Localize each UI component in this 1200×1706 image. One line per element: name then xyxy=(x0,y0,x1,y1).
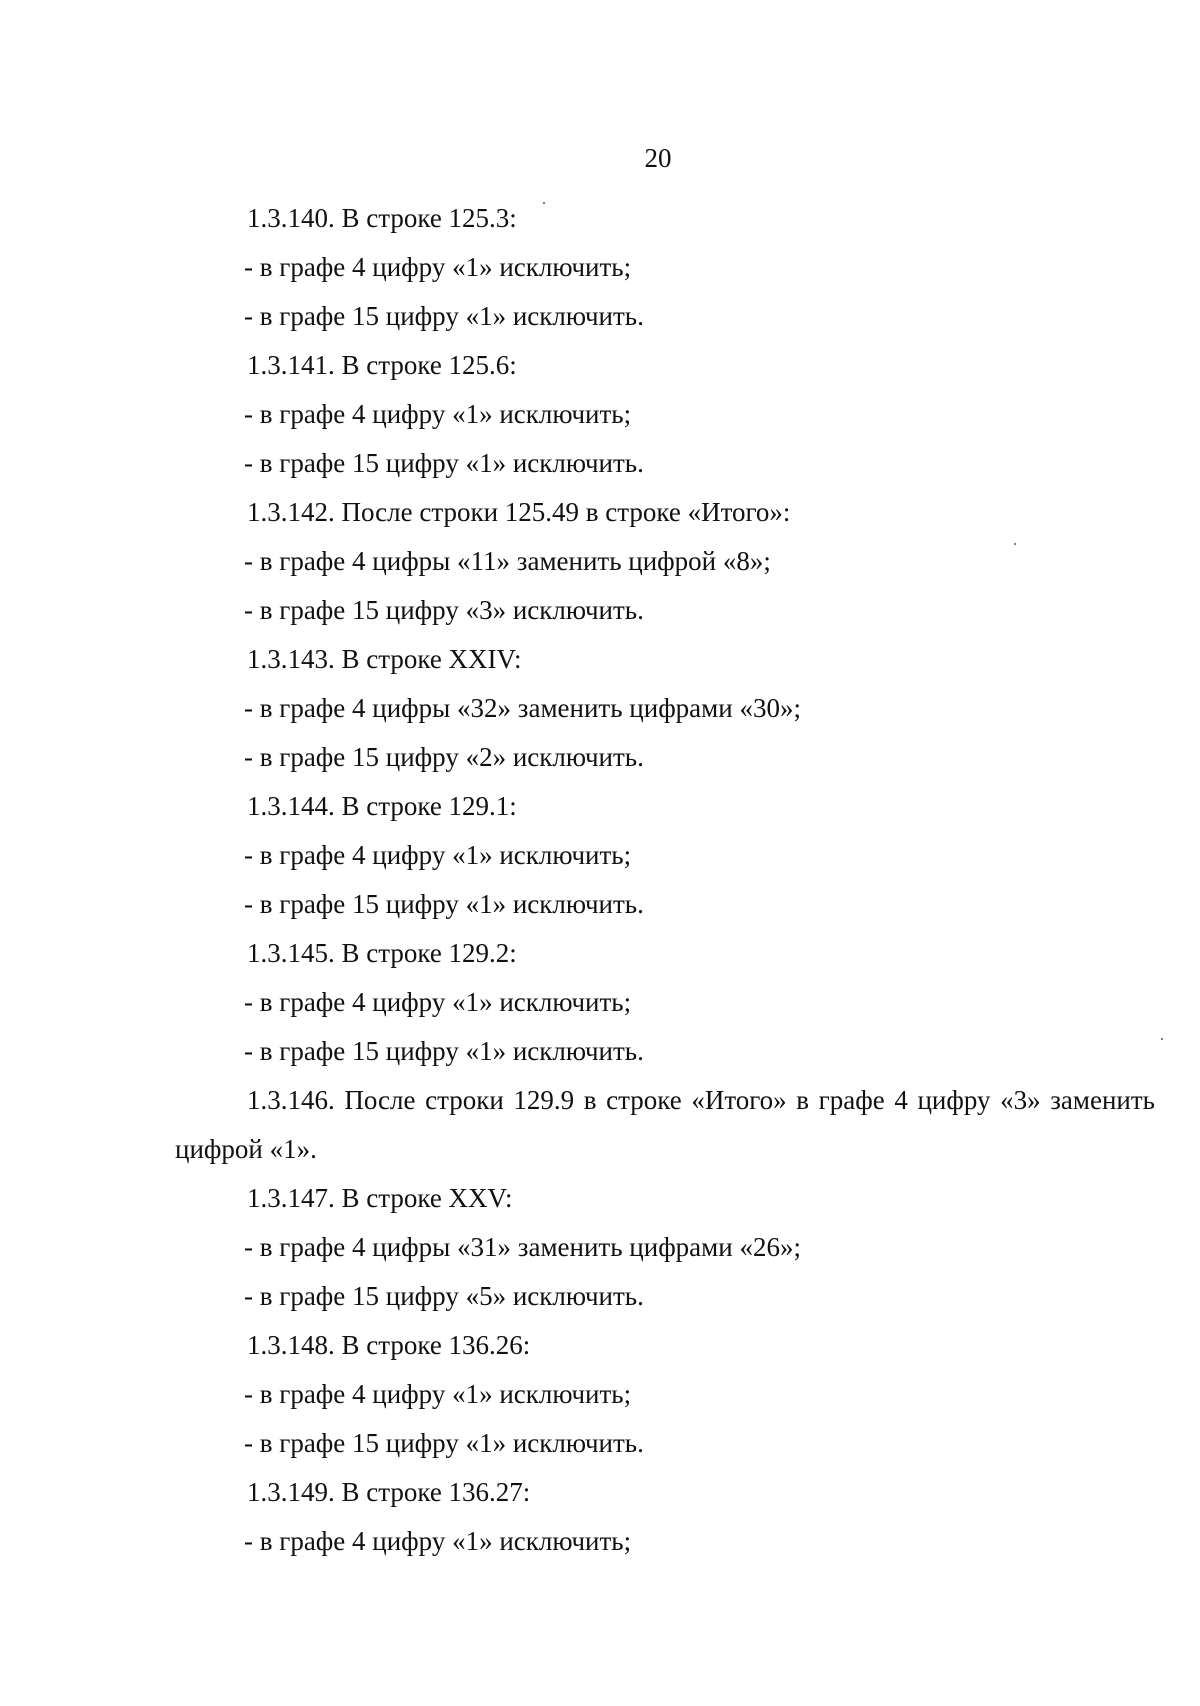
clause-heading-147: 1.3.147. В строке XXV: xyxy=(247,1183,513,1213)
list-item: - в графе 4 цифры «11» заменить цифрой «8»; xyxy=(244,546,771,576)
list-item: - в графе 4 цифры «32» заменить цифрами «30»; xyxy=(244,693,801,723)
list-item: - в графе 15 цифру «1» исключить. xyxy=(244,1428,644,1458)
clause-heading-143: 1.3.143. В строке XXIV: xyxy=(247,644,522,674)
list-item: - в графе 4 цифры «31» заменить цифрами «26»; xyxy=(244,1232,801,1262)
list-item: - в графе 15 цифру «1» исключить. xyxy=(244,1036,644,1066)
scan-speck xyxy=(543,202,545,204)
scan-speck xyxy=(1161,1038,1163,1040)
list-item: - в графе 4 цифру «1» исключить; xyxy=(244,840,632,870)
clause-heading-148: 1.3.148. В строке 136.26: xyxy=(247,1330,531,1360)
list-item: - в графе 15 цифру «3» исключить. xyxy=(244,595,644,625)
list-item: - в графе 4 цифру «1» исключить; xyxy=(244,1526,632,1556)
scan-speck xyxy=(1014,543,1016,545)
list-item: - в графе 4 цифру «1» исключить; xyxy=(244,987,632,1017)
clause-heading-145: 1.3.145. В строке 129.2: xyxy=(247,938,517,968)
list-item: - в графе 15 цифру «2» исключить. xyxy=(244,742,644,772)
clause-heading-140: 1.3.140. В строке 125.3: xyxy=(247,203,517,233)
list-item: - в графе 4 цифру «1» исключить; xyxy=(244,399,632,429)
document-body xyxy=(175,194,1155,1566)
clause-paragraph-146: 1.3.146. После строки 129.9 в строке «Итого» в графе 4 цифру «3» заменить цифрой «1». xyxy=(175,1085,1155,1164)
list-item: - в графе 15 цифру «1» исключить. xyxy=(244,889,644,919)
page-number: 20 xyxy=(644,143,672,173)
list-item: - в графе 4 цифру «1» исключить; xyxy=(244,252,632,282)
clause-heading-149: 1.3.149. В строке 136.27: xyxy=(247,1477,531,1507)
clause-heading-141: 1.3.141. В строке 125.6: xyxy=(247,350,517,380)
list-item: - в графе 15 цифру «5» исключить. xyxy=(244,1281,644,1311)
clause-heading-144: 1.3.144. В строке 129.1: xyxy=(247,791,517,821)
list-item: - в графе 15 цифру «1» исключить. xyxy=(244,301,644,331)
clause-heading-142: 1.3.142. После строки 125.49 в строке «Итого»: xyxy=(247,497,791,527)
list-item: - в графе 15 цифру «1» исключить. xyxy=(244,448,644,478)
list-item: - в графе 4 цифру «1» исключить; xyxy=(244,1379,632,1409)
